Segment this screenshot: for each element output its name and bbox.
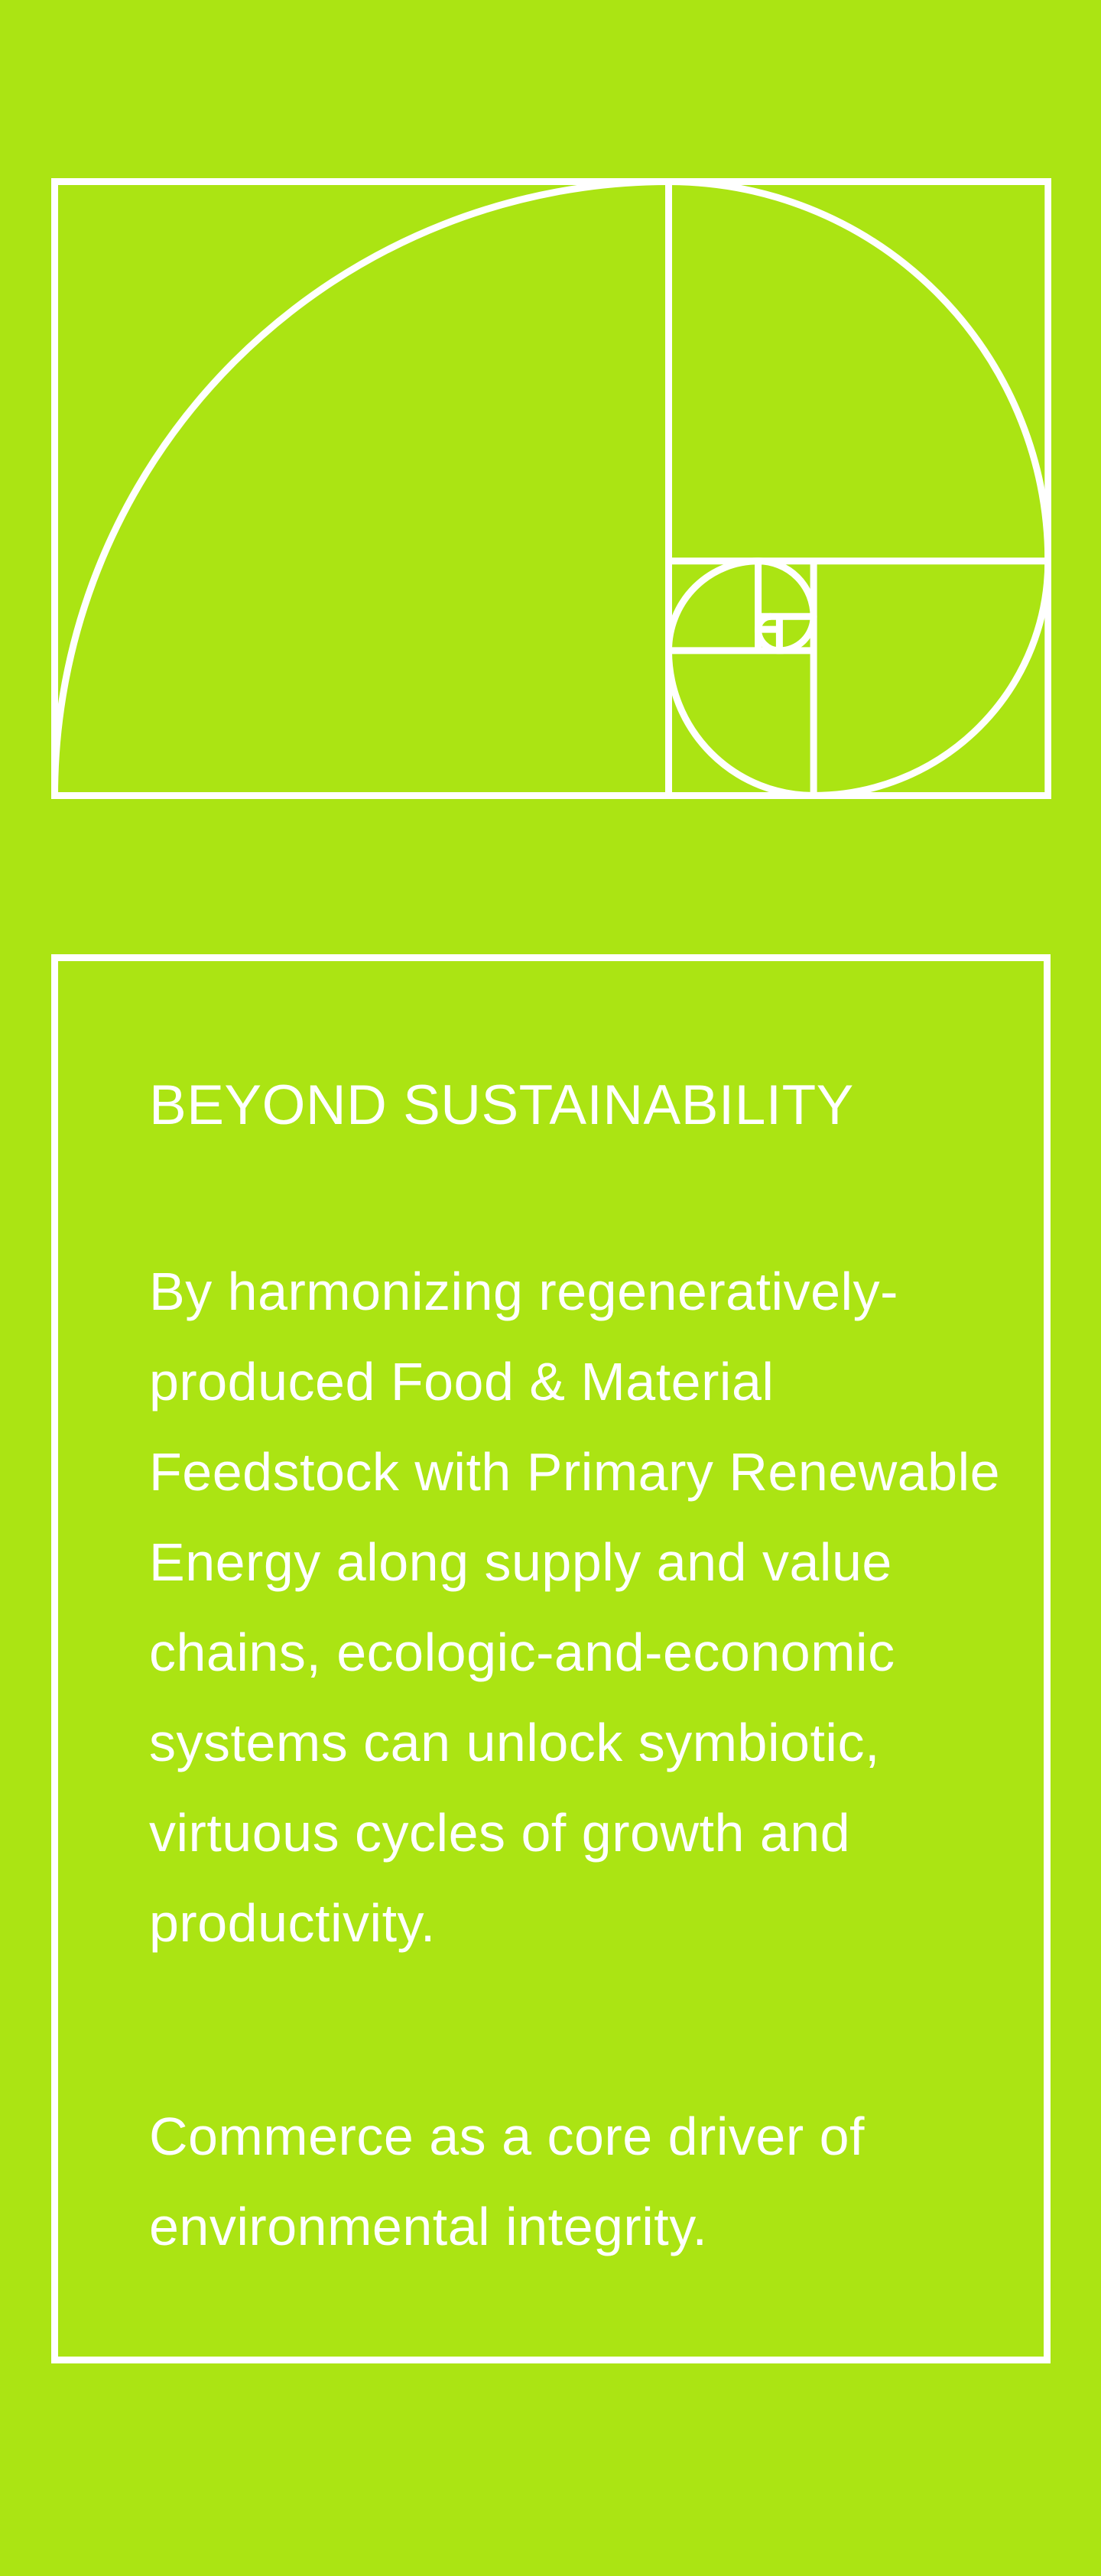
page-title: BEYOND SUSTAINABILITY <box>149 1074 854 1136</box>
closing-paragraph <box>149 2091 865 2272</box>
fibonacci-golden-spiral-icon <box>51 178 1051 799</box>
golden-spiral-figure-frame <box>51 178 1051 799</box>
body-line: Commerce as a core driver of <box>149 2107 865 2166</box>
body-paragraph <box>149 1246 1000 1968</box>
golden-rectangle-border <box>55 182 1048 796</box>
body-line: productivity. <box>149 1893 436 1953</box>
body-line: chains, ecologic-and-economic <box>149 1623 895 1682</box>
body-line: Energy along supply and value <box>149 1532 892 1592</box>
body-line: virtuous cycles of growth and <box>149 1803 851 1863</box>
body-line: systems can unlock symbiotic, <box>149 1713 880 1772</box>
spiral-curve <box>55 182 1048 796</box>
body-line: By harmonizing regeneratively- <box>149 1262 898 1321</box>
body-line: produced Food & Material <box>149 1352 775 1411</box>
body-line: environmental integrity. <box>149 2197 708 2256</box>
body-line: Feedstock with Primary Renewable <box>149 1442 1001 1502</box>
